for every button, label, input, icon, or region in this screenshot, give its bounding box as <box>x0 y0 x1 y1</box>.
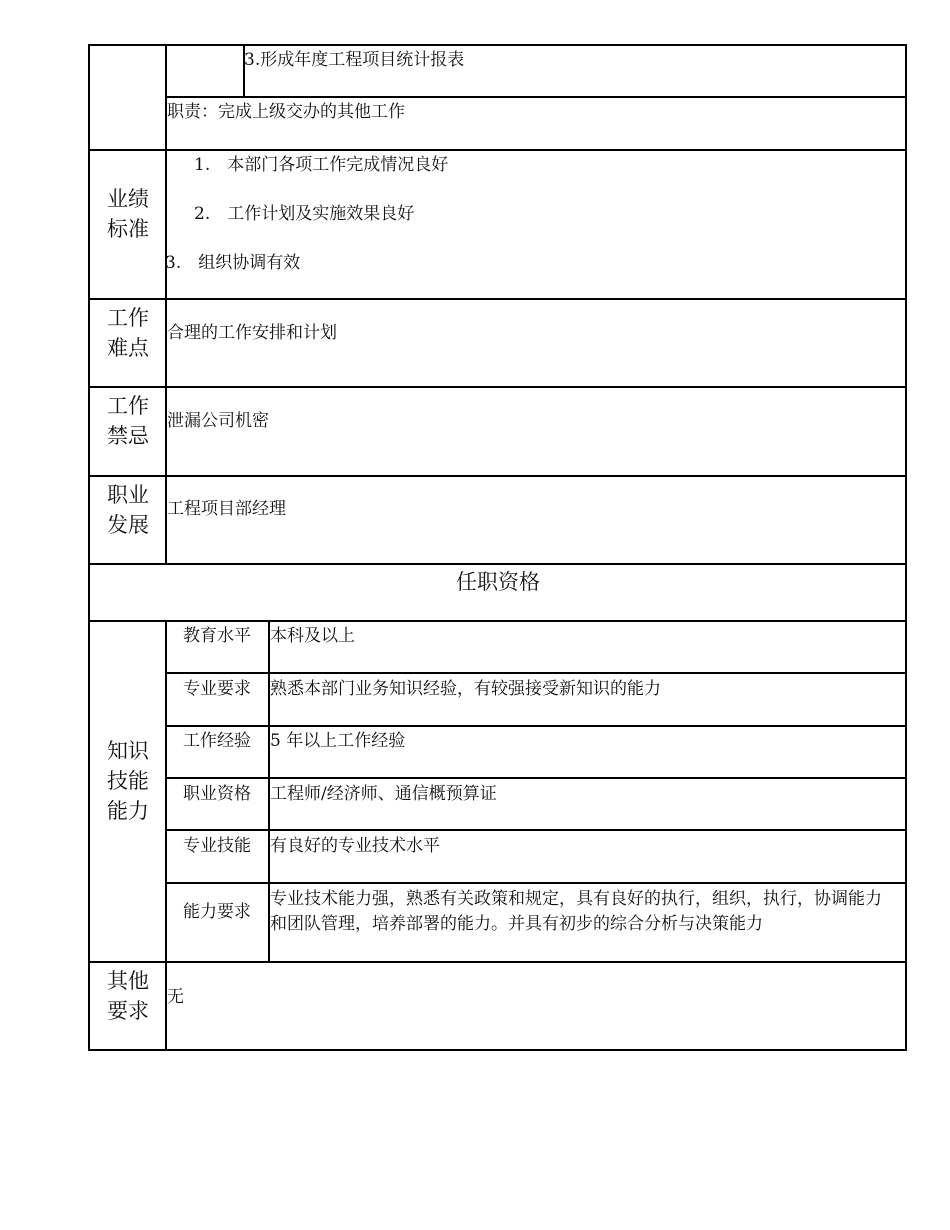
difficulty-text: 合理的工作安排和计划 <box>167 323 337 343</box>
row-line <box>165 777 907 779</box>
taboo-label <box>89 391 167 451</box>
row-line <box>88 149 907 151</box>
ability-requirement-label: 能力要求 <box>183 902 251 922</box>
knowledge-label-line-2: 技能 <box>107 769 149 793</box>
other-label-line-2: 要求 <box>107 999 149 1023</box>
taboo-label-line-2: 禁忌 <box>107 424 149 448</box>
row-line <box>165 96 907 98</box>
table-border-right <box>905 44 907 1051</box>
taboo-label-line-1: 工作 <box>107 394 149 418</box>
education-label: 教育水平 <box>183 626 251 646</box>
professional-qualification-value: 工程师/经济师、通信概预算证 <box>270 784 497 804</box>
other-label-line-1: 其他 <box>107 969 149 993</box>
duty-other: 职责：完成上级交办的其他工作 <box>167 102 405 122</box>
professional-skill-value: 有良好的专业技术水平 <box>270 836 440 856</box>
work-experience-label: 工作经验 <box>183 731 251 751</box>
row-line <box>88 961 907 963</box>
knowledge-label-line-1: 知识 <box>107 739 149 763</box>
row-line <box>165 725 907 727</box>
row-line <box>88 475 907 477</box>
performance-item-2: 2. 工作计划及实施效果良好 <box>194 204 415 224</box>
career-label <box>89 480 167 540</box>
education-value: 本科及以上 <box>270 626 355 646</box>
performance-label-line-1: 业绩 <box>107 187 149 211</box>
career-label-line-2: 发展 <box>107 513 149 537</box>
performance-label-line-2: 标准 <box>107 217 149 241</box>
row-line <box>88 298 907 300</box>
table-border-top <box>88 44 907 46</box>
difficulty-label-line-1: 工作 <box>107 306 149 330</box>
difficulty-label <box>89 303 167 363</box>
professional-skill-label: 专业技能 <box>183 836 251 856</box>
other-label <box>89 966 167 1026</box>
duty-item-3: 3.形成年度工程项目统计报表 <box>244 50 465 70</box>
performance-item-3: 3. 组织协调有效 <box>165 253 301 273</box>
row-line <box>88 386 907 388</box>
major-requirement-label: 专业要求 <box>183 679 251 699</box>
knowledge-label-line-3: 能力 <box>107 799 149 823</box>
taboo-text: 泄漏公司机密 <box>167 411 269 431</box>
row-line <box>88 563 907 565</box>
row-line <box>88 620 907 622</box>
row-line <box>165 882 907 884</box>
career-text: 工程项目部经理 <box>167 499 286 519</box>
performance-item-1: 1. 本部门各项工作完成情况良好 <box>194 155 449 175</box>
work-experience-value: 5 年以上工作经验 <box>270 731 406 751</box>
difficulty-label-line-2: 难点 <box>107 336 149 360</box>
major-requirement-value: 熟悉本部门业务知识经验，有较强接受新知识的能力 <box>270 679 661 699</box>
knowledge-label <box>89 736 167 826</box>
other-text: 无 <box>167 987 184 1007</box>
career-label-line-1: 职业 <box>107 483 149 507</box>
qualification-section-title: 任职资格 <box>456 570 540 594</box>
row-line <box>165 829 907 831</box>
performance-label <box>89 184 167 244</box>
ability-requirement-value: 专业技术能力强，熟悉有关政策和规定，具有良好的执行，组织，执行，协调能力和团队管理，培养部署的能力。并具有初步的综合分析与决策能力 <box>270 889 882 934</box>
row-line <box>165 672 907 674</box>
professional-qualification-label: 职业资格 <box>183 784 251 804</box>
table-border-bottom <box>88 1049 907 1051</box>
